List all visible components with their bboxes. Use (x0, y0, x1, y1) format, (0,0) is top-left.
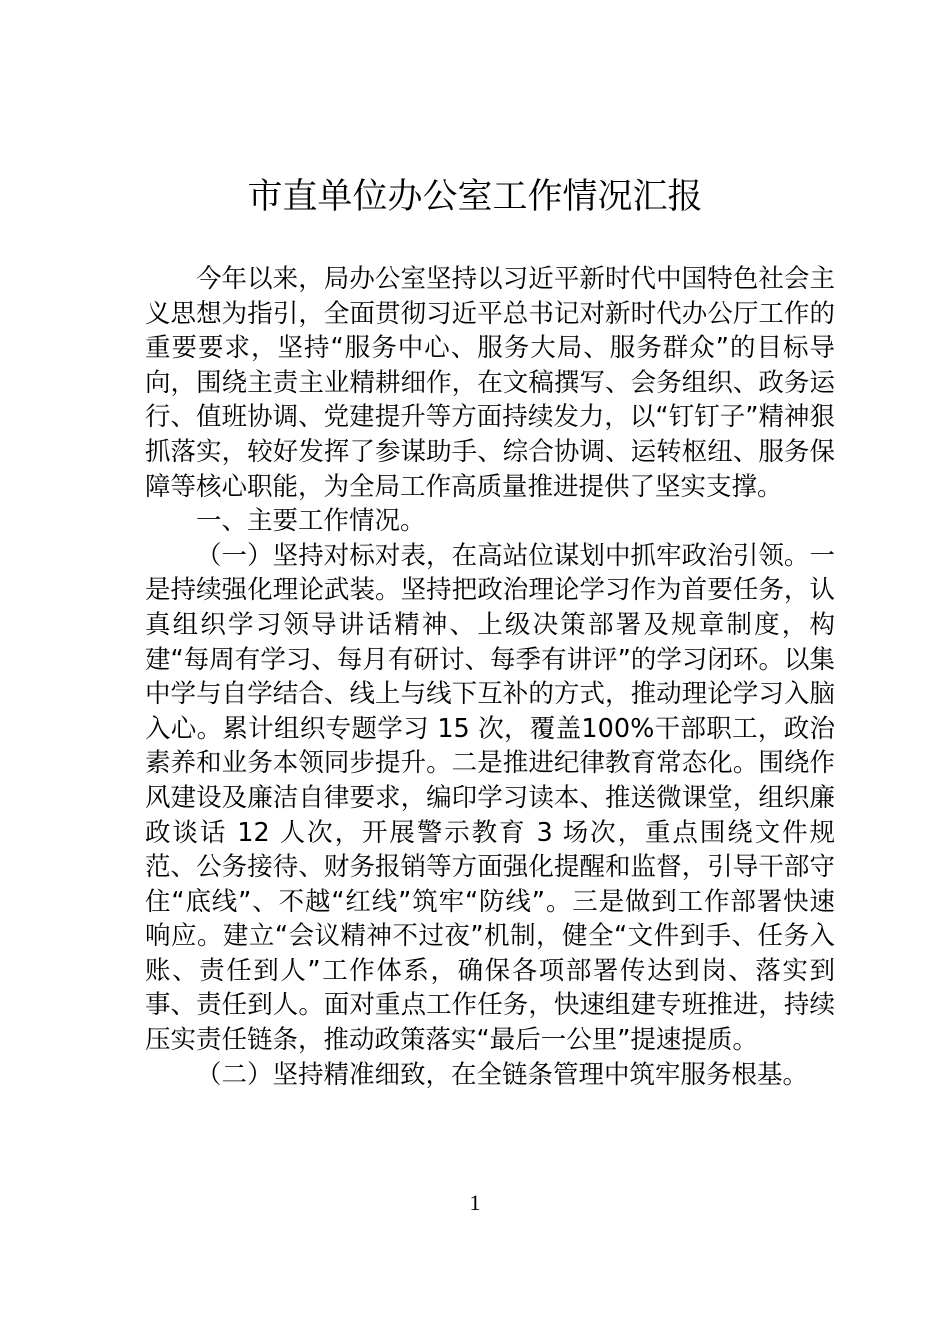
document-body (145, 262, 835, 1092)
subsection-paragraph-1: （一）坚持对标对表，在高站位谋划中抓牢政治引领。一是持续强化理论武装。坚持把政治理论学习作为首要任务，认真组织学习领导讲话精神、上级决策部署及规章制度，构建“每周有学习、每月有研讨、每季有讲评”的学习闭环。以集中学与自学结合、线上与线下互补的方式，推动理论学习入脑入心。累计组织专题学习 15 次，覆盖100%干部职工，政治素养和业务本领同步提升。二是推进纪律教育常态化。围绕作风建设及廉洁自律要求，编印学习读本、推送微课堂，组织廉政谈话 12 人次，开展警示教育 3 场次，重点围绕文件规范、公务接待、财务报销等方面强化提醒和监督，引导干部守住“底线”、不越“红线”筑牢“防线”。三是做到工作部署快速响应。建立“会议精神不过夜”机制，健全“文件到手、任务入账、责任到人”工作体系，确保各项部署传达到岗、落实到事、责任到人。面对重点工作任务，快速组建专班推进，持续压实责任链条，推动政策落实“最后一公里”提速提质。 (145, 540, 835, 1056)
intro-paragraph: 今年以来，局办公室坚持以习近平新时代中国特色社会主义思想为指引，全面贯彻习近平总书记对新时代办公厅工作的重要要求，坚持“服务中心、服务大局、服务群众”的目标导向，围绕主责主业精耕细作，在文稿撰写、会务组织、政务运行、值班协调、党建提升等方面持续发力，以“钉钉子”精神狠抓落实，较好发挥了参谋助手、综合协调、运转枢纽、服务保障等核心职能，为全局工作高质量推进提供了坚实支撑。 (145, 264, 835, 502)
section-heading-main-work: 一、主要工作情况。 (196, 506, 426, 537)
subsection-heading-2: （二）坚持精准细致，在全链条管理中筑牢服务根基。 (196, 1059, 809, 1090)
document-title: 市直单位办公室工作情况汇报 (247, 177, 703, 217)
page-number: 1 (469, 1190, 481, 1215)
